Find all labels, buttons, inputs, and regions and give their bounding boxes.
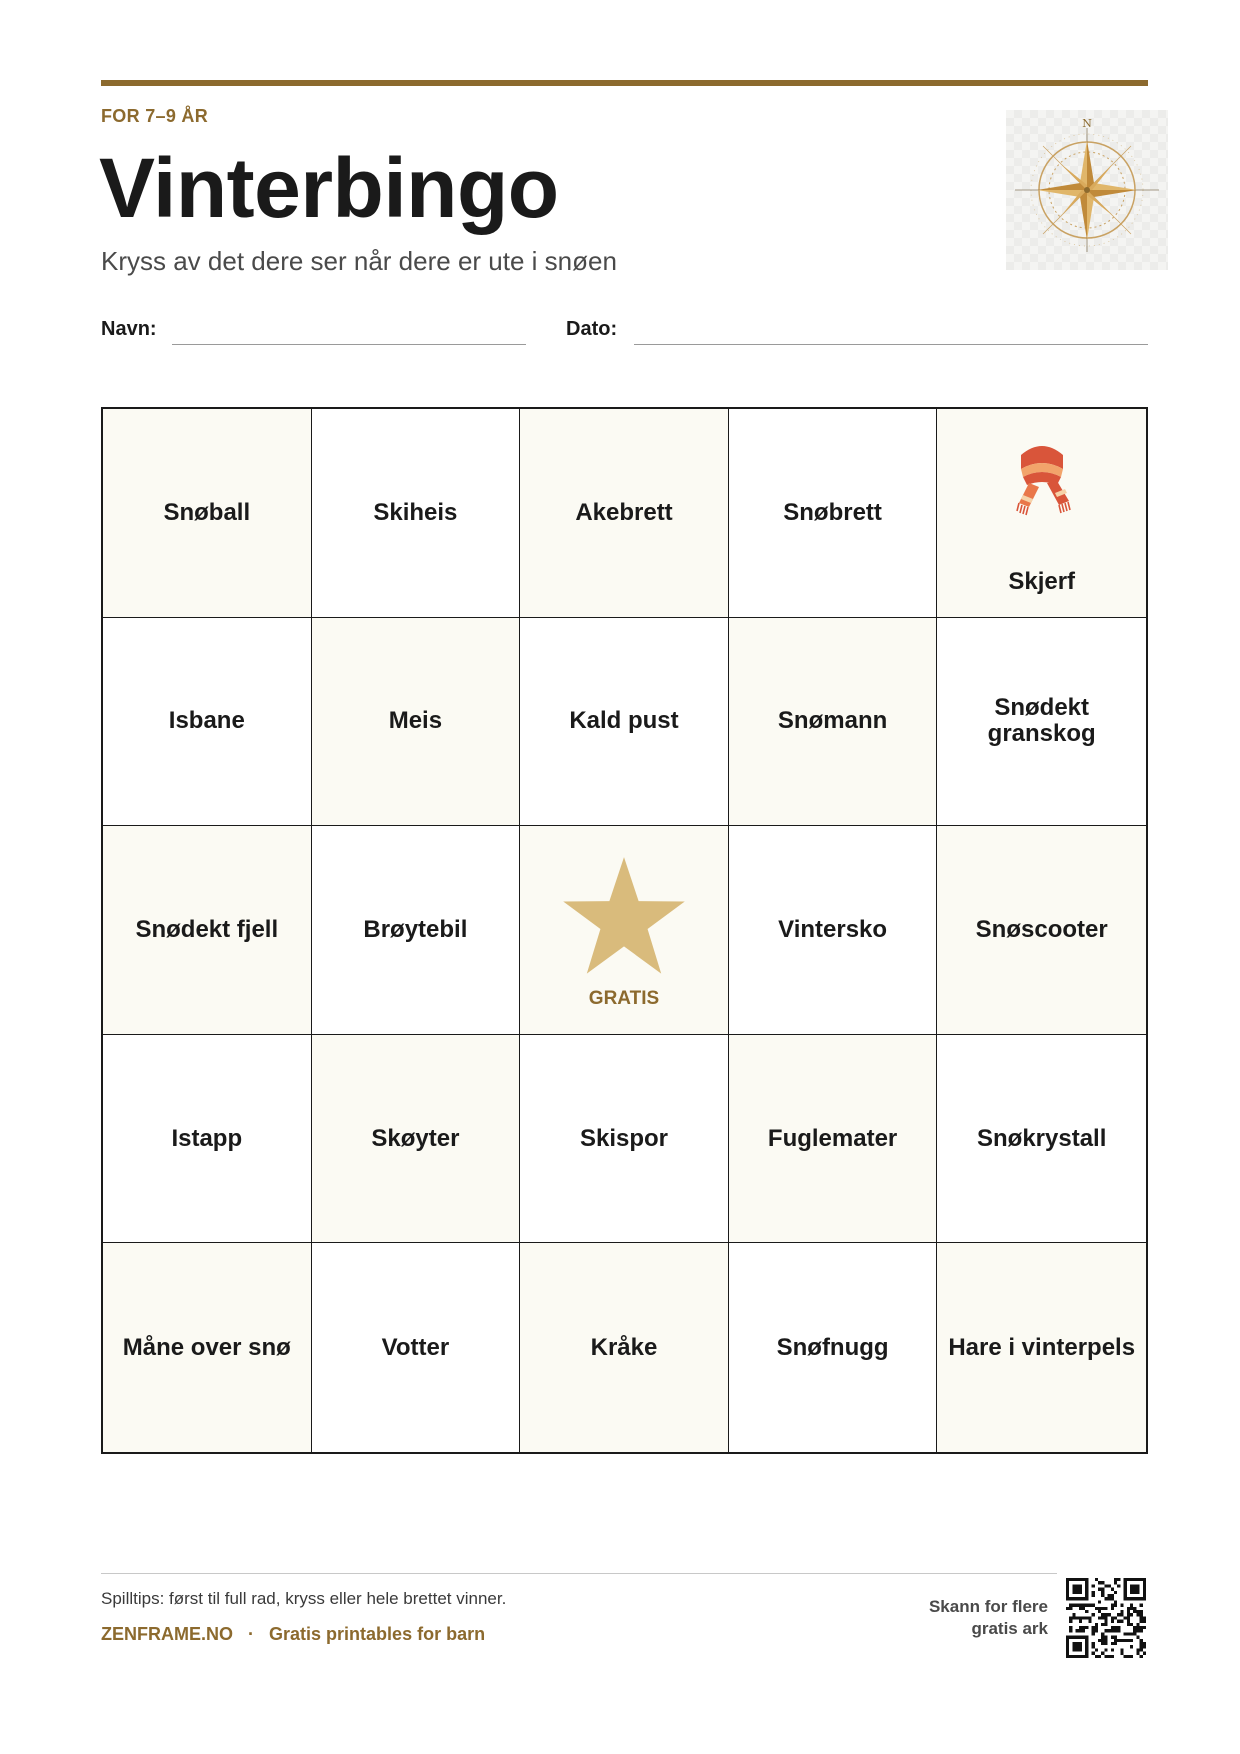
bingo-cell-label: Snødekt fjell <box>135 916 279 944</box>
bingo-cell-label: Brøytebil <box>363 916 468 944</box>
bingo-cell-label: Snøball <box>163 498 251 526</box>
scan-text <box>929 1596 1048 1640</box>
qr-code-icon[interactable] <box>1066 1578 1146 1658</box>
footer-rule <box>101 1573 1057 1574</box>
bingo-cell-label: Isbane <box>168 707 245 735</box>
bingo-cell[interactable] <box>103 618 312 827</box>
top-rule <box>101 80 1148 86</box>
free-space-label: GRATIS <box>588 987 660 1009</box>
bingo-board <box>101 407 1148 1454</box>
bingo-cell-label: Skiheis <box>373 498 458 526</box>
bingo-cell[interactable] <box>520 1243 729 1452</box>
bingo-cell[interactable] <box>729 1035 938 1244</box>
bingo-cell[interactable] <box>937 1243 1146 1452</box>
compass-rose-icon <box>1006 110 1168 270</box>
bingo-cell-label: Kråke <box>590 1333 658 1361</box>
bingo-cell-label: Hare i vinterpels <box>948 1333 1136 1361</box>
scan-line-1: Skann for flere <box>928 1597 1048 1616</box>
bingo-cell[interactable] <box>729 409 938 618</box>
brand-tagline: Gratis printables for barn <box>269 1624 486 1644</box>
bingo-cell-label: Skispor <box>579 1124 668 1152</box>
name-label: Navn: <box>101 318 157 340</box>
bingo-cell-label: Fuglemater <box>767 1124 898 1152</box>
bingo-cell[interactable] <box>937 618 1146 827</box>
bingo-cell[interactable] <box>520 409 729 618</box>
bingo-cell-label: Kald pust <box>569 707 679 735</box>
name-field[interactable] <box>172 344 526 345</box>
brand-name[interactable]: ZENFRAME.NO <box>101 1624 233 1644</box>
date-label: Dato: <box>566 318 618 340</box>
bingo-cell-label: Snøscooter <box>975 916 1108 944</box>
bingo-cell[interactable] <box>312 409 521 618</box>
bingo-cell[interactable] <box>312 618 521 827</box>
svg-text:N: N <box>1082 117 1092 130</box>
bingo-cell-label: Snøbrett <box>783 498 882 526</box>
bingo-cell[interactable] <box>312 1035 521 1244</box>
bingo-cell[interactable] <box>937 826 1146 1035</box>
bingo-cell[interactable] <box>937 1035 1146 1244</box>
bingo-cell-label: Meis <box>388 707 443 735</box>
bingo-cell[interactable] <box>312 1243 521 1452</box>
bingo-cell[interactable] <box>103 1243 312 1452</box>
star-icon <box>562 857 686 975</box>
bingo-cell-label: Istapp <box>171 1124 243 1152</box>
bingo-cell-label: Votter <box>381 1333 450 1361</box>
bingo-cell-label: Skjerf <box>1008 568 1076 595</box>
date-field[interactable] <box>634 344 1148 345</box>
bingo-cell[interactable] <box>103 1035 312 1244</box>
bingo-cell-label: Snøkrystall <box>977 1124 1107 1152</box>
bingo-cell[interactable] <box>103 826 312 1035</box>
bingo-cell-label: Snødekt granskog <box>987 694 1096 748</box>
bingo-cell-label: Måne over snø <box>122 1333 291 1361</box>
page-title: Vinterbingo <box>99 141 559 235</box>
bingo-cell[interactable] <box>937 409 1146 618</box>
bingo-cell-label: Snømann <box>777 707 888 735</box>
scarf-icon <box>1007 439 1077 521</box>
page-subtitle: Kryss av det dere ser når dere er ute i snøen <box>101 246 617 276</box>
age-label: FOR 7–9 ÅR <box>101 106 209 126</box>
bingo-cell[interactable] <box>729 826 938 1035</box>
bingo-cell-label: Snøfnugg <box>776 1333 889 1361</box>
brand-line <box>101 1624 485 1645</box>
scan-line-2: gratis ark <box>971 1619 1048 1639</box>
bingo-cell[interactable] <box>520 1035 729 1244</box>
brand-separator: · <box>248 1624 255 1644</box>
bingo-cell-label: Akebrett <box>575 498 673 526</box>
bingo-cell[interactable] <box>312 826 521 1035</box>
bingo-cell[interactable] <box>729 1243 938 1452</box>
bingo-cell[interactable] <box>103 409 312 618</box>
bingo-cell[interactable] <box>729 618 938 827</box>
bingo-cell-label: Vintersko <box>778 916 888 944</box>
bingo-cell-label: Skøyter <box>371 1124 460 1152</box>
game-tip: Spilltips: først til full rad, kryss eller hele brettet vinner. <box>101 1589 507 1608</box>
bingo-cell[interactable] <box>520 618 729 827</box>
bingo-cell-free[interactable] <box>520 826 729 1035</box>
